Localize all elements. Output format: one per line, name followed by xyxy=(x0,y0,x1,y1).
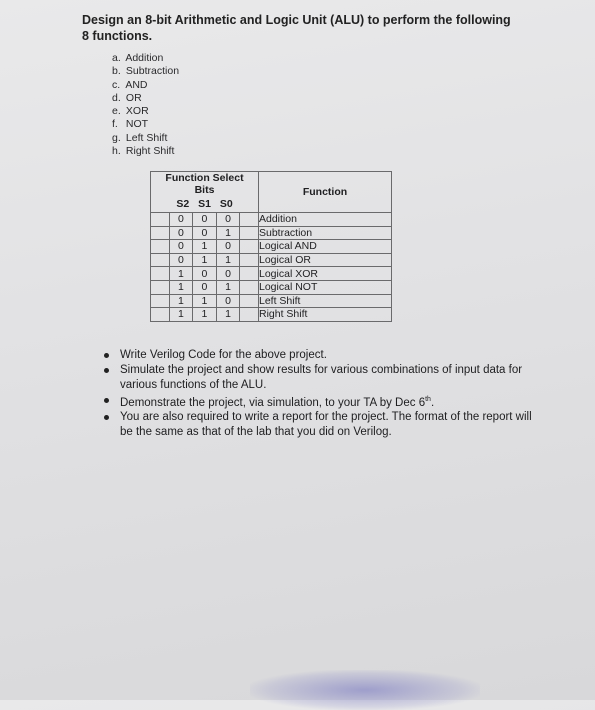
list-item: e. XOR xyxy=(112,105,149,118)
header-select-bits: Function Select Bits S2 S1 S0 xyxy=(151,172,259,213)
requirements-list xyxy=(102,348,532,440)
list-item: Write Verilog Code for the above project. xyxy=(102,348,532,363)
table-row: 0 0 1 Subtraction xyxy=(151,226,392,240)
list-item: h. Right Shift xyxy=(112,145,175,158)
list-item: Simulate the project and show results for various combinations of input data for various functions of the ALU. xyxy=(102,363,532,392)
list-item: c. AND xyxy=(112,78,148,91)
list-item: g. Left Shift xyxy=(112,131,168,144)
list-item: d. OR xyxy=(112,91,142,104)
list-item: You are also required to write a report for the project. The format of the report will be the same as that of the lab that you did on Verilog. xyxy=(102,410,532,439)
table-row: 0 1 1 Logical OR xyxy=(151,253,392,267)
table-row: 1 0 1 Logical NOT xyxy=(151,280,392,294)
list-item: a. Addition xyxy=(112,52,164,64)
blurred-object xyxy=(250,670,480,710)
list-item: Demonstrate the project, via simulation, to your TA by Dec 6th. xyxy=(102,393,532,410)
function-select-table xyxy=(150,171,392,322)
list-item: f. NOT xyxy=(112,118,149,131)
list-item: b. Subtraction xyxy=(112,65,180,78)
table-row: 0 1 0 Logical AND xyxy=(151,240,392,254)
table-row: 1 0 0 Logical XOR xyxy=(151,267,392,281)
page-title: Design an 8-bit Arithmetic and Logic Unit (ALU) to perform the following 8 functions. xyxy=(82,13,511,43)
header-function: Function xyxy=(259,172,392,213)
table-row: 1 1 0 Left Shift xyxy=(151,294,392,308)
function-list xyxy=(112,52,179,158)
table-row: 0 0 0 Addition xyxy=(151,213,392,227)
table-header-row xyxy=(151,172,392,213)
table-row: 1 1 1 Right Shift xyxy=(151,308,392,322)
